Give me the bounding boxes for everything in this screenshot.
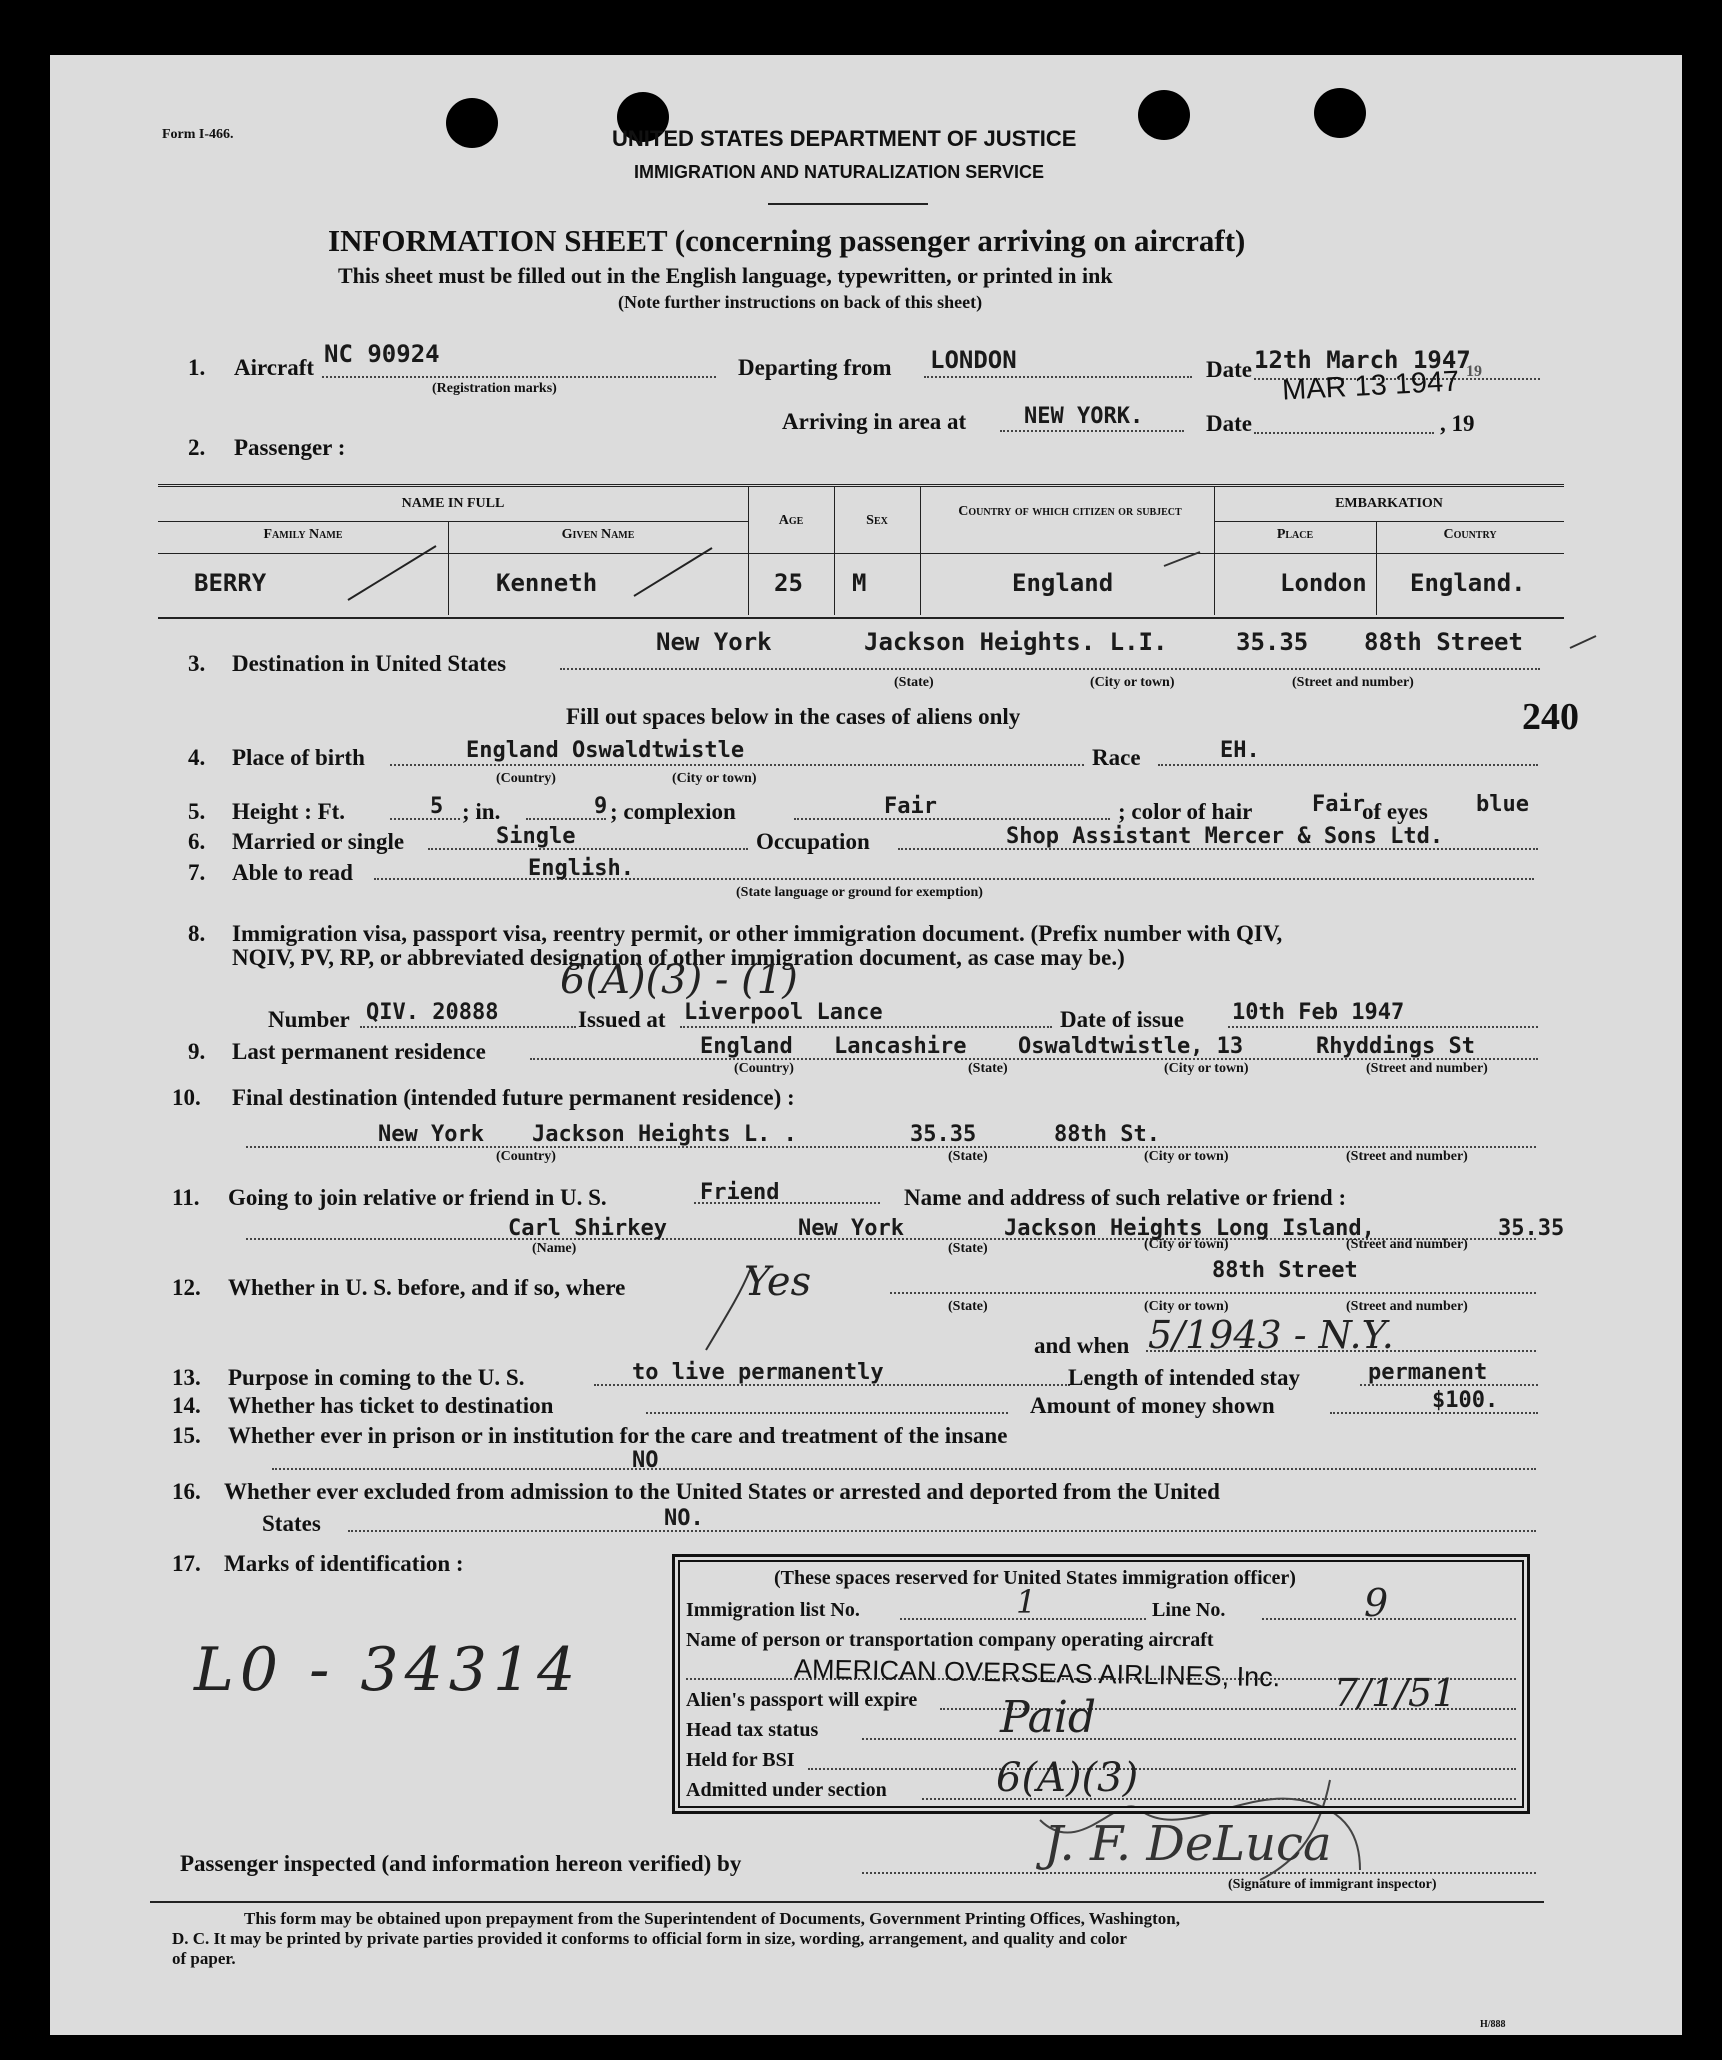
arrival-year: , 19 [1440, 411, 1475, 436]
destination-state-caption: (State) [894, 675, 934, 690]
date-value: 12th March 1947 [1254, 346, 1471, 374]
footer-line-3: of paper. [172, 1949, 236, 1968]
signature-caption: (Signature of immigrant inspector) [1228, 1877, 1437, 1892]
form-title: INFORMATION SHEET (concerning passenger arriving on aircraft) [328, 223, 1246, 258]
q13-number: 13. [172, 1365, 201, 1390]
identification-handwritten: L0 - 34314 [194, 1635, 582, 1705]
friend-state-caption: (State) [948, 1241, 988, 1256]
last-residence-state: Lancashire [834, 1034, 967, 1059]
height-in-label: ; in. [462, 799, 501, 824]
destination-city-caption: (City or town) [1090, 675, 1175, 690]
footer-rule [150, 1901, 1544, 1903]
stay-label: Length of intended stay [1068, 1365, 1300, 1390]
head-tax-line [862, 1738, 1516, 1740]
aliens-only-note: Fill out spaces below in the cases of aliens only [566, 704, 1021, 729]
last-residence-city-caption: (City or town) [1164, 1061, 1249, 1076]
hair-value: Fair [1312, 792, 1365, 817]
passport-expiry-label: Alien's passport will expire [686, 1689, 918, 1711]
department-name: UNITED STATES DEPARTMENT OF JUSTICE [612, 126, 1077, 151]
occupation-label: Occupation [756, 829, 870, 854]
height-in-value: 9 [594, 794, 608, 819]
embark-place-cell: London [1280, 569, 1367, 597]
race-label: Race [1092, 745, 1141, 770]
registration-caption: (Registration marks) [432, 381, 557, 396]
q8-number: 8. [188, 921, 206, 946]
embark-country-cell: England. [1410, 569, 1526, 597]
list-no-value: 1 [1016, 1583, 1037, 1621]
sex-cell: M [852, 569, 867, 597]
identification-label: Marks of identification : [224, 1551, 464, 1576]
previous-us-label: Whether in U. S. before, and if so, where [228, 1275, 626, 1300]
destination-number: 35.35 [1236, 628, 1309, 656]
age-header: Age [778, 513, 804, 528]
passport-expiry-value: 7/1/51 [1334, 1671, 1457, 1715]
prison-line [272, 1468, 1536, 1470]
when-label: and when [1034, 1333, 1130, 1358]
form-subtitle: This sheet must be filled out in the English language, typewritten, or printed in ink [338, 263, 1113, 288]
height-ft-label: Height : Ft. [232, 799, 346, 824]
q16-number: 16. [172, 1479, 201, 1504]
embark-country-header: Country [1443, 527, 1497, 542]
friend-number: 35.35 [1498, 1216, 1565, 1241]
destination-street: 88th Street [1364, 628, 1523, 656]
friend-street-caption: (Street and number) [1346, 1237, 1468, 1252]
admitted-section-value: 6(A)(3) [996, 1755, 1139, 1801]
read-value: English. [528, 856, 634, 881]
previous-us-state-caption: (State) [948, 1299, 988, 1314]
last-residence-country: England [700, 1034, 793, 1059]
q11-number: 11. [172, 1185, 200, 1210]
citizen-cell: England [1012, 569, 1114, 597]
embarkation-header: EMBARKATION [1335, 496, 1443, 511]
height-ft-line [390, 818, 460, 820]
friend-state: New York [798, 1216, 904, 1241]
q10-number: 10. [172, 1085, 201, 1110]
aircraft-value: NC 90924 [324, 340, 440, 368]
footer-line-2: D. C. It may be printed by private parties provided it conforms to official form in size, wording, arrangement, and quality and color [172, 1929, 1127, 1948]
ticket-label: Whether has ticket to destination [228, 1393, 554, 1418]
line-no-label: Line No. [1152, 1599, 1226, 1621]
final-destination-state-caption: (State) [948, 1149, 988, 1164]
footer-line-1: This form may be obtained upon prepayment from the Superintendent of Documents, Government Printing Offices, Washington, [244, 1909, 1180, 1928]
excluded-label: Whether ever excluded from admission to the United States or arrested and deported from the United [224, 1479, 1220, 1504]
complexion-line [794, 818, 1110, 820]
form-number: Form I-466. [162, 127, 234, 142]
race-value: EH. [1220, 738, 1260, 763]
q5-number: 5. [188, 799, 206, 824]
complexion-value: Fair [884, 794, 937, 819]
q4-number: 4. [188, 745, 206, 770]
name-in-full-header: NAME IN FULL [401, 496, 505, 511]
q6-number: 6. [188, 829, 206, 854]
destination-street-caption: (Street and number) [1292, 675, 1414, 690]
operator-stamp: AMERICAN OVERSEAS AIRLINES, Inc. [793, 1653, 1281, 1693]
marital-label: Married or single [232, 829, 405, 854]
service-name: IMMIGRATION AND NATURALIZATION SERVICE [634, 162, 1044, 182]
excluded-line [348, 1530, 1536, 1532]
last-residence-street: Rhyddings St [1316, 1034, 1475, 1059]
final-destination-state: Jackson Heights L. . [532, 1122, 797, 1147]
page-number-stamp: 240 [1522, 696, 1579, 738]
birthplace-city-caption: (City or town) [672, 771, 757, 786]
q2-number: 2. [188, 435, 206, 460]
operator-label: Name of person or transportation company operating aircraft [686, 1629, 1214, 1651]
money-value: $100. [1432, 1388, 1499, 1413]
previous-us-street: 88th Street [1212, 1258, 1358, 1283]
q14-number: 14. [172, 1393, 201, 1418]
doc-number-value: QIV. 20888 [366, 1000, 499, 1025]
join-label: Going to join relative or friend in U. S. [228, 1185, 607, 1210]
previous-us-street-caption: (Street and number) [1346, 1299, 1468, 1314]
q12-number: 12. [172, 1275, 201, 1300]
read-caption: (State language or ground for exemption) [736, 885, 983, 900]
arrival-date-label: Date [1206, 411, 1252, 436]
family-name-header: Family Name [263, 527, 343, 542]
final-destination-number: 35.35 [910, 1122, 977, 1147]
date-label: Date [1206, 357, 1252, 382]
bsi-line [808, 1768, 1516, 1770]
final-destination-country-caption: (Country) [496, 1149, 556, 1164]
bsi-label: Held for BSI [686, 1749, 795, 1771]
eyes-label: of eyes [1362, 799, 1428, 824]
previous-us-line [890, 1292, 1536, 1294]
departing-value: LONDON [930, 346, 1017, 374]
birthplace-country-caption: (Country) [496, 771, 556, 786]
friend-name: Carl Shirkey [508, 1216, 667, 1241]
q3-number: 3. [188, 651, 206, 676]
arriving-label: Arriving in area at [782, 409, 967, 434]
passenger-label: Passenger : [234, 435, 346, 460]
document-instructions-1: Immigration visa, passport visa, reentry permit, or other immigration document. (Prefix number with QIV, [232, 921, 1283, 946]
final-destination-country: New York [378, 1122, 484, 1147]
q7-number: 7. [188, 860, 206, 885]
inspector-signature: J. F. DeLuca [1044, 1816, 1332, 1872]
inspected-by-label: Passenger inspected (and information hereon verified) by [180, 1851, 742, 1876]
ticket-line [646, 1412, 1008, 1414]
doc-number-line [360, 1026, 576, 1028]
destination-state: New York [656, 628, 772, 656]
last-residence-street-caption: (Street and number) [1366, 1061, 1488, 1076]
destination-label: Destination in United States [232, 651, 507, 676]
list-no-label: Immigration list No. [686, 1599, 860, 1621]
given-name-cell: Kenneth [496, 569, 598, 597]
excluded-value: NO. [664, 1506, 704, 1531]
last-residence-country-caption: (Country) [734, 1061, 794, 1076]
marital-value: Single [496, 824, 576, 849]
age-cell: 25 [774, 569, 803, 597]
document-instructions-2: NQIV, PV, RP, or abbreviated designation of other immigration document, as case may be.) [232, 945, 1125, 970]
sex-header: Sex [866, 513, 888, 528]
family-name-cell: BERRY [194, 569, 267, 597]
footer-code: H/888 [1480, 2019, 1506, 2030]
stay-value: permanent [1368, 1360, 1488, 1385]
issued-at-label: Issued at [578, 1007, 666, 1032]
year-prefix: 19 [1466, 363, 1482, 380]
friend-address-label: Name and address of such relative or friend : [904, 1185, 1347, 1210]
previous-us-handwritten: Yes [744, 1259, 812, 1305]
marital-line [428, 848, 748, 850]
friend-name-caption: (Name) [532, 1241, 577, 1256]
arrival-date-stamp: MAR 13 1947 [1281, 365, 1461, 407]
join-value: Friend [700, 1180, 780, 1205]
excluded-label-2: States [262, 1511, 321, 1536]
form-note: (Note further instructions on back of this sheet) [618, 292, 983, 312]
issue-date-value: 10th Feb 1947 [1232, 1000, 1405, 1025]
purpose-value: to live permanently [632, 1360, 884, 1385]
embark-place-header: Place [1276, 527, 1314, 542]
q1-number: 1. [188, 355, 206, 380]
final-destination-city-caption: (City or town) [1144, 1149, 1229, 1164]
issued-at-line [680, 1026, 1052, 1028]
q15-number: 15. [172, 1423, 201, 1448]
hair-label: ; color of hair [1118, 799, 1253, 824]
given-name-header: Given Name [561, 527, 635, 542]
prison-value: NO [632, 1448, 659, 1473]
issue-date-line [1228, 1026, 1538, 1028]
aircraft-label: Aircraft [234, 355, 315, 380]
destination-city: Jackson Heights. L.I. [864, 628, 1168, 656]
occupation-value: Shop Assistant Mercer & Sons Ltd. [1006, 824, 1444, 849]
friend-city-caption: (City or town) [1144, 1237, 1229, 1252]
last-residence-label: Last permanent residence [232, 1039, 486, 1064]
line-no-line [1262, 1618, 1516, 1620]
race-line [1158, 764, 1538, 766]
admitted-section-label: Admitted under section [686, 1779, 887, 1801]
head-tax-value: Paid [1000, 1692, 1097, 1743]
officer-box-title: (These spaces reserved for United States immigration officer) [774, 1567, 1296, 1589]
birthplace-line [390, 764, 1084, 766]
doc-number-label: Number [268, 1007, 350, 1032]
birthplace-label: Place of birth [232, 745, 365, 770]
q17-number: 17. [172, 1551, 201, 1576]
last-residence-city: Oswaldtwistle, 13 [1018, 1034, 1244, 1059]
final-destination-street-caption: (Street and number) [1346, 1149, 1468, 1164]
purpose-label: Purpose in coming to the U. S. [228, 1365, 525, 1390]
complexion-label: ; complexion [610, 799, 736, 824]
line-no-value: 9 [1364, 1581, 1389, 1625]
departing-label: Departing from [738, 355, 892, 380]
read-label: Able to read [232, 860, 353, 885]
last-residence-state-caption: (State) [968, 1061, 1008, 1076]
friend-city: Jackson Heights Long Island, [1004, 1216, 1375, 1241]
citizen-header: Country of which citizen or subject [958, 504, 1182, 519]
visa-handwritten: 6(A)(3) - (1) [560, 957, 798, 1003]
issued-at-value: Liverpool Lance [684, 1000, 883, 1025]
eyes-value: blue [1476, 792, 1529, 817]
birthplace-value: England Oswaldtwistle [466, 738, 745, 763]
signature-line [862, 1872, 1536, 1874]
prison-label: Whether ever in prison or in institution for the care and treatment of the insane [228, 1423, 1008, 1448]
issue-date-label: Date of issue [1060, 1007, 1184, 1032]
money-label: Amount of money shown [1030, 1393, 1275, 1418]
destination-line [560, 668, 1540, 670]
arriving-value: NEW YORK. [1024, 404, 1144, 429]
final-destination-street: 88th St. [1054, 1122, 1160, 1147]
when-handwritten: 5/1943 - N.Y. [1148, 1313, 1394, 1357]
head-tax-label: Head tax status [686, 1719, 819, 1741]
final-destination-label: Final destination (intended future permanent residence) : [232, 1085, 795, 1110]
previous-us-city-caption: (City or town) [1144, 1299, 1229, 1314]
q9-number: 9. [188, 1039, 206, 1064]
height-ft-value: 5 [430, 794, 444, 819]
